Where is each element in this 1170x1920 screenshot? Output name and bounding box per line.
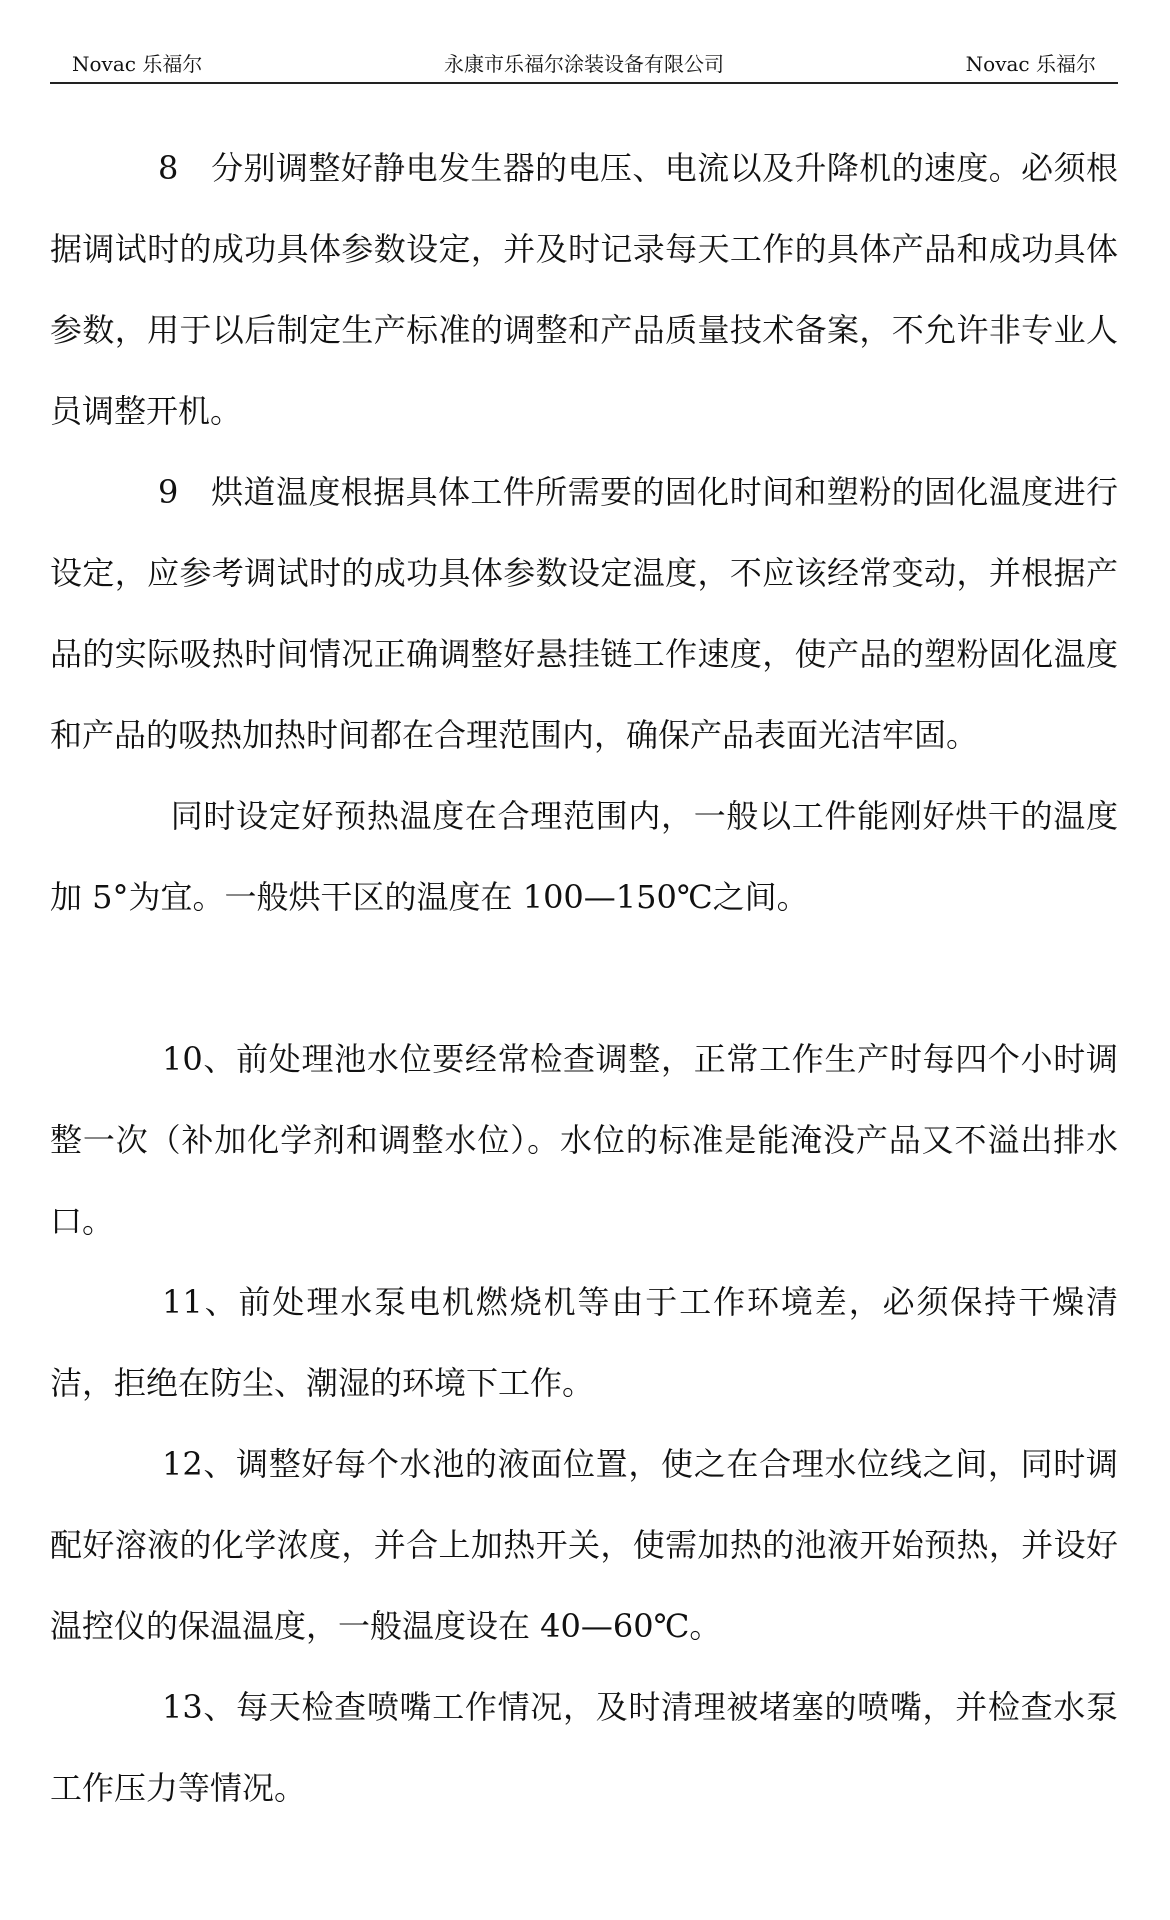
header-company-name: 永康市乐福尔涂装设备有限公司 — [444, 52, 724, 76]
paragraph-text: 13、每天检查喷嘴工作情况，及时清理被堵塞的喷嘴，并检查水泵工作压力等情况。 — [50, 1688, 1118, 1807]
paragraph-text: 12、调整好每个水池的液面位置，使之在合理水位线之间，同时调配好溶液的化学浓度，并合上加热开关，使需加热的池液开始预热，并设好温控仪的保温温度，一般温度设在 40—60℃。 — [50, 1445, 1118, 1645]
paragraph-item-11 — [50, 1262, 1118, 1424]
paragraph-item-9 — [50, 452, 1118, 776]
paragraph-item-10 — [50, 1019, 1118, 1262]
paragraph-text: 9 烘道温度根据具体工件所需要的固化时间和塑粉的固化温度进行设定，应参考调试时的成功具体参数设定温度，不应该经常变动，并根据产品的实际吸热时间情况正确调整好悬挂链工作速度，使产品的塑粉固化温度和产品的吸热加热时间都在合理范围内，确保产品表面光洁牢固。 — [50, 473, 1118, 754]
paragraph-item-12 — [50, 1424, 1118, 1667]
header-left-brand: Novac 乐福尔 — [72, 52, 203, 76]
paragraph-text: 11、前处理水泵电机燃烧机等由于工作环境差，必须保持干燥清洁，拒绝在防尘、潮湿的环境下工作。 — [50, 1283, 1118, 1402]
page-header — [50, 48, 1118, 84]
paragraph-item-13 — [50, 1667, 1118, 1829]
paragraph-text: 8 分别调整好静电发生器的电压、电流以及升降机的速度。必须根据调试时的成功具体参数设定，并及时记录每天工作的具体产品和成功具体参数，用于以后制定生产标准的调整和产品质量技术备案，不允许非专业人员调整开机。 — [50, 149, 1118, 430]
header-right-brand: Novac 乐福尔 — [965, 52, 1096, 76]
paragraph-item-8 — [50, 128, 1118, 452]
paragraph-text: 同时设定好预热温度在合理范围内，一般以工件能刚好烘干的温度加 5°为宜。一般烘干区的温度在 100—150℃之间。 — [50, 797, 1118, 916]
document-body — [50, 128, 1118, 1829]
paragraph-preheat — [50, 776, 1118, 938]
paragraph-text: 10、前处理池水位要经常检查调整，正常工作生产时每四个小时调整一次（补加化学剂和调整水位）。水位的标准是能淹没产品又不溢出排水口。 — [50, 1040, 1118, 1240]
